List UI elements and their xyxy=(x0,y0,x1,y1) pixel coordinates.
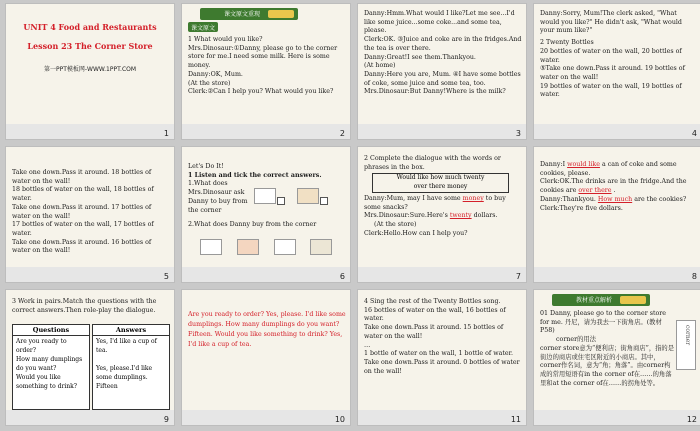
slide-text xyxy=(364,298,522,376)
text-line: 1 bottle of water on the wall, 1 bottle of water. xyxy=(364,350,513,358)
table-cell: Would you like something to drink? xyxy=(16,374,78,390)
slide-text xyxy=(364,155,522,172)
slide-text xyxy=(188,36,346,97)
text-line: Clerk:②Can I help you? What would you like? xyxy=(188,88,334,96)
text-line: Mrs.Dinosaur:①Danny, please go to the corner store for me.I need some milk. Here is some money. xyxy=(188,44,338,70)
slide-thumbnail[interactable] xyxy=(357,289,527,426)
text-line: corner的用法 xyxy=(556,336,597,344)
slide-text: Danny:I would like a can of coke and some cookies, please. Clerk:OK.The drinks are in the fridge.And the cookies are over there . Danny:Thankyou. How much are the cookies? Clerk:They're five dollars. xyxy=(540,161,698,213)
text-line: 01 Danny, please go to the corner store for me. 丹尼，请为我去一下街角店。(教材P58) xyxy=(540,310,667,335)
slide-thumbnail[interactable] xyxy=(181,3,351,140)
section-banner: 课文原文重现 xyxy=(200,8,298,20)
slide-thumbnail[interactable] xyxy=(357,3,527,140)
slide-number: 11 xyxy=(510,415,521,424)
slide-number: 5 xyxy=(163,272,169,281)
question-text: 1.What does Mrs.Dinosaur ask Danny to buy from the corner xyxy=(188,180,248,214)
slide-text xyxy=(12,298,170,315)
slide-thumbnail[interactable] xyxy=(533,3,700,140)
table-cell xyxy=(96,355,166,364)
item-picture xyxy=(200,239,222,255)
slide-number: 1 xyxy=(163,129,169,138)
slide-text xyxy=(364,10,522,97)
answer-text: over there xyxy=(578,187,612,195)
text-line: Take one down.Pass it around. 17 bottles of water on the wall! xyxy=(12,203,152,220)
slide-body xyxy=(182,4,350,126)
slide-number: 4 xyxy=(691,129,697,138)
table-header: Answers xyxy=(93,325,169,336)
slide-footer xyxy=(358,124,526,139)
word-box xyxy=(372,173,509,193)
slide-text xyxy=(540,310,676,388)
slide-body xyxy=(534,147,700,269)
slide-body xyxy=(6,4,174,126)
slide-number: 12 xyxy=(686,415,697,424)
text-line: 18 bottles of water on the wall, 18 bottles of water. xyxy=(12,186,154,203)
slide-number: 2 xyxy=(339,129,345,138)
slide-body xyxy=(182,290,350,412)
slide-number: 3 xyxy=(515,129,521,138)
slide-number: 9 xyxy=(163,415,169,424)
text-line: Danny:Here you are, Mum. ④I have some bottles of coke, some juice and some tea, too. xyxy=(364,70,521,87)
section-tag: 课文原文 xyxy=(188,22,218,32)
answer-text: How much xyxy=(597,195,633,203)
slide-text xyxy=(12,169,170,256)
text-line: Take one down.Pass it around. 18 bottles of water on the wall! xyxy=(12,169,152,185)
slide-thumbnail[interactable] xyxy=(5,146,175,283)
text-line: Take one down.Pass it around. 16 bottles of water on the wall! xyxy=(12,238,152,255)
question-text: 2.What does Danny buy from the corner xyxy=(188,221,317,228)
slide-body xyxy=(182,147,350,269)
slide-text xyxy=(540,10,698,100)
text-line: Clerk:Hello.How can I help you? xyxy=(364,229,468,237)
text-line: 3 Work in pairs.Match the questions with the correct answers.Then role-play the dialogue. xyxy=(12,298,157,314)
slide-subtitle: Lesson 23 The Corner Store xyxy=(27,41,153,51)
text-line: Take one down.Pass it around. 15 bottles of water on the wall! xyxy=(364,324,504,340)
text-line: Mrs.Dinosaur:But Danny!Where is the milk? xyxy=(364,88,506,96)
slide-footer xyxy=(534,124,700,139)
text-line: 20 bottles of water on the wall, 20 bottles of water. xyxy=(540,47,682,64)
slide-title: UNIT 4 Food and Restaurants xyxy=(23,22,157,32)
text-line: Clerk:OK. ③Juice and coke are in the fridges.And the tea is over there. xyxy=(364,36,522,52)
table-header: Questions xyxy=(13,325,89,336)
text-line: 1 What would you like? xyxy=(188,36,263,43)
text-line: 4 Sing the rest of the Twenty Bottles song. xyxy=(364,298,501,305)
section-banner: 教材重点解析 xyxy=(552,294,650,306)
table-cell: Are you ready to order? xyxy=(16,338,67,354)
corner-image: corner xyxy=(676,320,696,370)
text-line: 19 bottles of water on the wall, 19 bottles of water. xyxy=(540,82,682,99)
text-line: 2 Complete the dialogue with the words or phrases in the box. xyxy=(364,155,501,171)
site-text: 第一PPT模板网-WWW.1PPT.COM xyxy=(43,66,137,73)
word-row: over there money xyxy=(413,182,468,190)
item-picture xyxy=(237,239,259,255)
slide-footer xyxy=(6,267,174,282)
answers-table xyxy=(92,324,170,410)
text-line: (At the store) xyxy=(188,79,231,87)
text-line: 17 bottles of water on the wall, 17 bottles of water. xyxy=(12,221,154,237)
slide-text xyxy=(188,221,346,230)
item-picture xyxy=(310,239,332,255)
text-line: 16 bottles of water on the wall, 16 bottles of water. xyxy=(364,306,506,323)
text-line: corner store意为“便利店；街角商店”，指的是街边的商店或住宅区附近的小商店。其中，corner作名词，意为“角；角落”。由corner构成的常用短语有in the corner of在……的角落里和at the corner of在……的拐角处等。 xyxy=(540,344,675,387)
slide-number: 7 xyxy=(515,272,521,281)
text-line: Danny:Great!I see them.Thankyou. xyxy=(364,53,476,61)
slide-footer xyxy=(358,267,526,282)
slide-thumbnail[interactable] xyxy=(181,146,351,283)
text-line: Clerk:They're five dollars. xyxy=(540,204,623,212)
slide-body xyxy=(358,147,526,269)
slide-number: 6 xyxy=(339,272,345,281)
slide-thumbnail[interactable] xyxy=(181,289,351,426)
questions-table xyxy=(12,324,90,410)
slide-thumbnail[interactable] xyxy=(533,289,700,426)
slide-number: 8 xyxy=(691,272,697,281)
text-line: (At the store) xyxy=(374,221,417,229)
answer-text: money xyxy=(462,195,484,202)
table-cell: How many dumplings do you want? xyxy=(16,356,83,372)
slide-footer xyxy=(182,267,350,282)
slide-footer xyxy=(182,410,350,425)
text-line: Danny:Hmm.What would I like?Let me see...I'd like some juice...some coke...and some tea, please. xyxy=(364,10,515,35)
slide-thumbnail[interactable] xyxy=(357,146,527,283)
slide-thumbnail[interactable] xyxy=(5,3,175,140)
table-cell: Yes, please.I'd like some dumplings. xyxy=(96,365,153,381)
slide-body xyxy=(6,290,174,412)
slide-number: 10 xyxy=(334,415,345,424)
text-line: (At home) xyxy=(364,62,396,70)
slide-footer xyxy=(6,410,174,425)
slide-footer xyxy=(534,410,700,425)
slide-body xyxy=(358,290,526,412)
text-line: 2 Twenty Bottles xyxy=(540,39,594,47)
slide-body xyxy=(6,147,174,269)
text-line: Danny:Sorry, Mum!The clerk asked, "What would you like?" He didn't ask, "What would your mum like?" xyxy=(540,10,682,35)
item-picture xyxy=(274,239,296,255)
slide-footer xyxy=(534,267,700,282)
slide-body xyxy=(358,4,526,126)
slide-text: Danny:Mum, may I have some money to buy some snacks? Mrs.Dinosaur:Sure.Here's twenty dollars. (At the store) Clerk:Hello.How can I help you? xyxy=(364,195,522,239)
text-line: … xyxy=(364,341,371,349)
tick-box[interactable] xyxy=(320,197,328,205)
answer-text: twenty xyxy=(449,212,472,220)
table-cell: Yes, I'd like a cup of tea. xyxy=(96,338,157,354)
slide-body xyxy=(534,290,700,412)
text-line: 1 Listen and tick the correct answers. xyxy=(188,171,322,179)
word-row: Would like how much twenty xyxy=(396,174,485,181)
slide-thumbnail[interactable] xyxy=(533,146,700,283)
slide-footer xyxy=(182,124,350,139)
text-line: Take one down.Pass it around. 0 bottles of water on the wall! xyxy=(364,358,520,375)
slide-footer xyxy=(6,124,174,139)
slide-footer xyxy=(358,410,526,425)
table-cell: Fifteen xyxy=(96,383,118,390)
section-heading: Let's Do It! xyxy=(188,163,224,170)
item-picture xyxy=(297,188,319,204)
text-line: ⑤Take one down.Pass it around. 19 bottles of water on the wall! xyxy=(540,65,685,81)
slide-thumbnail[interactable] xyxy=(5,289,175,426)
text-line: Danny:OK, Mum. xyxy=(188,70,243,78)
answer-text: would like xyxy=(567,161,600,168)
slide-body xyxy=(534,4,700,126)
tick-box[interactable] xyxy=(277,197,285,205)
slide-text: Are you ready to order? Yes, please. I'd like some dumplings. How many dumplings do you want? Fifteen. Would you like something to drink? Yes, I'd like a cup of tea. xyxy=(188,311,346,348)
item-picture xyxy=(254,188,276,204)
